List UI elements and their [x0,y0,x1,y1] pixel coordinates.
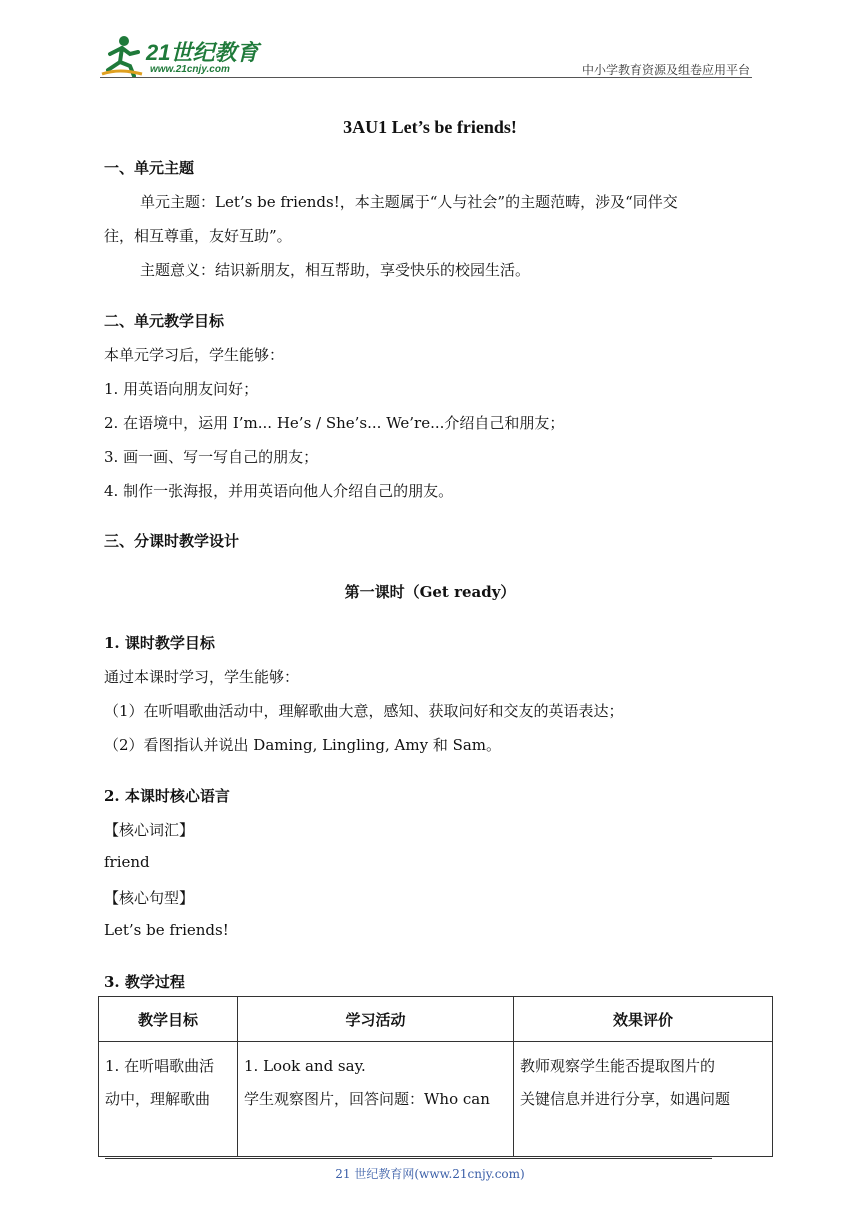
logo-brand: 21世纪教育 [146,40,259,65]
runner-logo-icon [100,34,144,78]
sentence-label: 【核心句型】 [104,889,195,907]
section2-item-4: 4. 制作一张海报，并用英语向他人介绍自己的朋友。 [104,482,454,500]
section1-para2: 主题意义：结识新朋友，相互帮助，享受快乐的校园生活。 [140,261,531,279]
cell-goal-line-1: 1. 在听唱歌曲活 [105,1057,215,1075]
cell-evaluation [514,1042,773,1157]
section1-para1-line2: 往，相互尊重，友好互助”。 [104,227,292,245]
logo [100,34,270,78]
table-header-goal: 教学目标 [99,997,238,1042]
process-heading: 3. 教学过程 [104,973,185,991]
footer-link[interactable]: 21 世纪教育网(www.21cnjy.com) [335,1167,525,1181]
goal-item-2: （2）看图指认并说出 Daming, Lingling, Amy 和 Sam。 [104,736,502,754]
core-sentence: Let’s be friends! [104,921,229,939]
section2-intro: 本单元学习后，学生能够： [104,346,285,364]
cell-goal-line-2: 动中，理解歌曲 [105,1090,211,1108]
cell-evaluation-line-1: 教师观察学生能否提取图片的 [520,1057,716,1075]
document-title: 3AU1 Let’s be friends! [343,117,517,137]
cell-activity-line-1: 1. Look and say. [244,1057,366,1075]
vocab-label: 【核心词汇】 [104,821,195,839]
goal-item-1: （1）在听唱歌曲活动中，理解歌曲大意，感知、获取问好和交友的英语表达； [104,702,624,720]
lesson-title: 第一课时（Get ready） [344,583,516,601]
section2-item-3: 3. 画一画、写一写自己的朋友； [104,448,319,466]
section1-heading: 一、单元主题 [104,159,195,177]
goal-intro: 通过本课时学习，学生能够： [104,668,300,686]
table-header-row [99,997,773,1042]
section2-item-1: 1. 用英语向朋友问好； [104,380,259,398]
section3-heading: 三、分课时教学设计 [104,532,240,550]
header-divider [100,77,752,78]
section1-para1-line1: 单元主题：Let’s be friends!，本主题属于“人与社会”的主题范畴，涉及“同伴交 [140,193,678,211]
teaching-process-table [98,996,773,1157]
cell-evaluation-line-2: 关键信息并进行分享，如遇问题 [520,1090,731,1108]
section2-item-2: 2. 在语境中，运用 I’m... He’s / She’s... We’re...介绍自己和朋友； [104,414,565,432]
cell-activity [238,1042,514,1157]
platform-name: 中小学教育资源及组卷应用平台 [581,63,750,77]
logo-url: www.21cnjy.com [150,64,230,75]
page-header [100,30,752,80]
lang-heading: 2. 本课时核心语言 [104,787,230,805]
footer-divider [105,1158,712,1159]
table-header-activity: 学习活动 [238,997,514,1042]
cell-goal [99,1042,238,1157]
cell-activity-line-2: 学生观察图片，回答问题：Who can [244,1090,490,1108]
vocab-word: friend [104,853,150,871]
section2-heading: 二、单元教学目标 [104,312,225,330]
table-row [99,1042,773,1157]
table-header-evaluation: 效果评价 [514,997,773,1042]
goal-heading: 1. 课时教学目标 [104,634,215,652]
